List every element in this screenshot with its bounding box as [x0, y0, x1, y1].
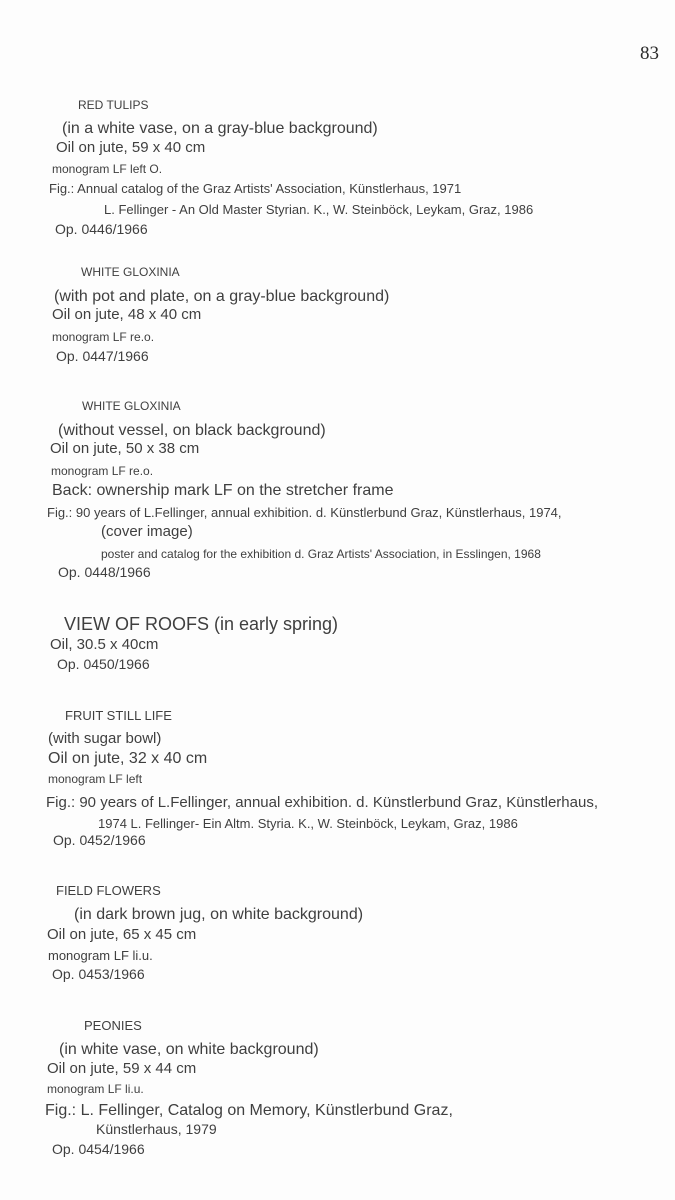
- entry-figure-reference: poster and catalog for the exhibition d. Graz Artists' Association, in Esslingen, 1968: [101, 547, 541, 561]
- entry-figure-reference: 1974 L. Fellinger- Ein Altm. Styria. K., W. Steinböck, Leykam, Graz, 1986: [98, 816, 518, 831]
- entry-figure-reference: Fig.: Annual catalog of the Graz Artists' Association, Künstlerhaus, 1971: [49, 181, 462, 196]
- entry-opus-number: Op. 0447/1966: [56, 348, 149, 364]
- entry-medium: Oil on jute, 59 x 44 cm: [47, 1060, 197, 1077]
- entry-figure-reference: L. Fellinger - An Old Master Styrian. K., W. Steinböck, Leykam, Graz, 1986: [104, 202, 534, 217]
- entry-opus-number: Op. 0450/1966: [57, 656, 150, 672]
- entry-subtitle: (with sugar bowl): [48, 730, 162, 747]
- entry-title: RED TULIPS: [78, 98, 149, 112]
- entry-figure-reference: Fig.: 90 years of L.Fellinger, annual exhibition. d. Künstlerbund Graz, Künstlerhaus, 1974,: [47, 505, 562, 520]
- page-number: 83: [640, 43, 659, 64]
- entry-figure-reference: Künstlerhaus, 1979: [96, 1121, 217, 1137]
- entry-medium: Oil on jute, 48 x 40 cm: [52, 306, 202, 323]
- entry-medium: Oil on jute, 59 x 40 cm: [56, 139, 206, 156]
- entry-title: FRUIT STILL LIFE: [65, 708, 172, 723]
- entry-title: WHITE GLOXINIA: [81, 265, 180, 279]
- entry-opus-number: Op. 0453/1966: [52, 966, 145, 982]
- entry-title: VIEW OF ROOFS (in early spring): [64, 614, 339, 634]
- entry-back-note: Back: ownership mark LF on the stretcher frame: [52, 482, 394, 499]
- entry-subtitle: (in a white vase, on a gray-blue background): [62, 120, 378, 137]
- entry-subtitle: (with pot and plate, on a gray-blue background): [54, 288, 390, 305]
- entry-monogram: monogram LF re.o.: [51, 464, 154, 478]
- entry-figure-reference: (cover image): [101, 523, 193, 540]
- entry-monogram: monogram LF left: [48, 772, 143, 786]
- entry-figure-reference: Fig.: L. Fellinger, Catalog on Memory, Künstlerbund Graz,: [45, 1102, 453, 1119]
- entry-monogram: monogram LF left O.: [52, 162, 163, 176]
- entry-title: FIELD FLOWERS: [56, 883, 161, 898]
- entry-medium: Oil, 30.5 x 40cm: [50, 636, 159, 653]
- entry-monogram: monogram LF re.o.: [52, 330, 155, 344]
- entry-monogram: monogram LF li.u.: [48, 948, 153, 963]
- entry-medium: Oil on jute, 32 x 40 cm: [48, 750, 208, 767]
- entry-figure-reference: Fig.: 90 years of L.Fellinger, annual exhibition. d. Künstlerbund Graz, Künstlerhaus,: [46, 794, 598, 811]
- entry-subtitle: (in white vase, on white background): [59, 1041, 319, 1058]
- entry-title: WHITE GLOXINIA: [82, 399, 181, 413]
- entry-subtitle: (in dark brown jug, on white background): [74, 906, 364, 923]
- entry-opus-number: Op. 0448/1966: [58, 564, 151, 580]
- entry-opus-number: Op. 0452/1966: [53, 832, 146, 848]
- entry-opus-number: Op. 0446/1966: [55, 221, 148, 237]
- entry-medium: Oil on jute, 65 x 45 cm: [47, 926, 197, 943]
- entry-opus-number: Op. 0454/1966: [52, 1141, 145, 1157]
- entry-subtitle: (without vessel, on black background): [58, 422, 326, 439]
- entry-medium: Oil on jute, 50 x 38 cm: [50, 440, 200, 457]
- entry-title: PEONIES: [84, 1018, 142, 1033]
- entry-monogram: monogram LF li.u.: [47, 1082, 144, 1096]
